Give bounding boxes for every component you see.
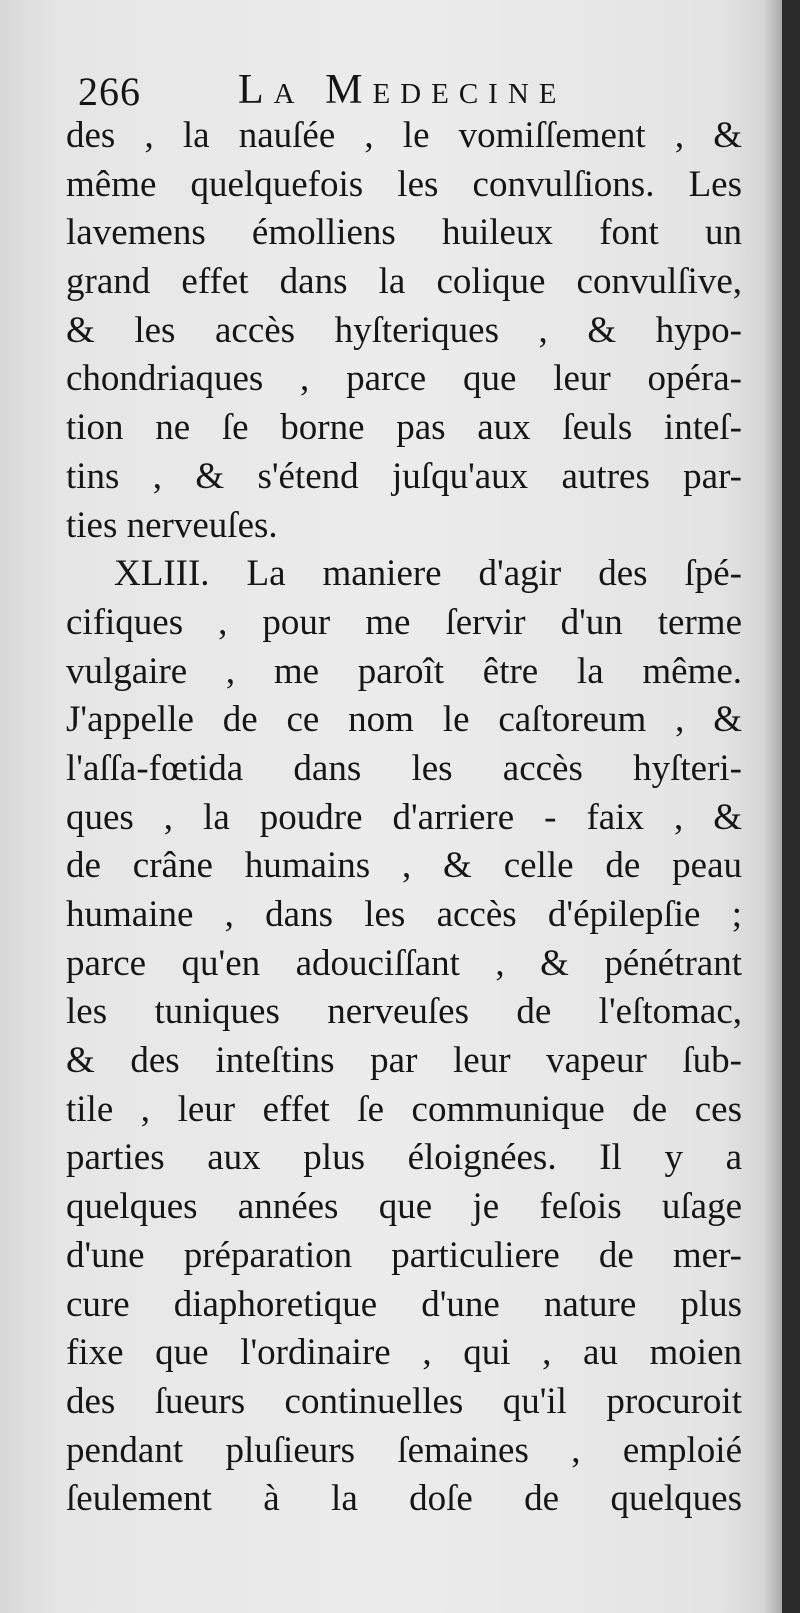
text-line: parties aux plus éloignées. Il y a — [66, 1137, 742, 1179]
paragraph-end-line: ties nerveuſes. — [66, 504, 278, 546]
text-line: tins , & s'étend juſqu'aux autres par- — [66, 455, 742, 497]
text-line: d'une préparation particuliere de mer- — [66, 1234, 742, 1276]
text-line: humaine , dans les accès d'épilepſie ; — [66, 894, 742, 935]
text-line: cure diaphoretique d'une nature plus — [66, 1283, 742, 1325]
text-line: des , la nauſée , le vomiſſement , & — [66, 115, 742, 156]
text-line: chondriaques , parce que leur opéra- — [66, 358, 742, 400]
text-line: tile , leur effet ſe communique de ces — [66, 1088, 742, 1130]
text-line: & des inteſtins par leur vapeur ſub- — [66, 1040, 742, 1082]
running-head — [78, 66, 718, 114]
text-line: tion ne ſe borne pas aux ſeuls inteſ- — [66, 407, 742, 449]
text-line: & les accès hyſteriques , & hypo- — [66, 309, 742, 351]
text-line: vulgaire , me paroît être la même. — [66, 650, 742, 692]
text-line: même quelquefois les convulſions. Les — [66, 163, 742, 205]
text-line: lavemens émolliens huileux font un — [66, 212, 742, 254]
text-line: J'appelle de ce nom le caſtoreum , & — [66, 699, 742, 741]
text-line: ques , la poudre d'arriere - faix , & — [66, 796, 742, 838]
page-number: 266 — [78, 69, 141, 114]
text-line: l'aſſa-fœtida dans les accès hyſteri- — [66, 747, 742, 789]
text-line: des ſueurs continuelles qu'il procuroit — [66, 1380, 742, 1422]
text-line: pendant pluſieurs ſemaines , emploié — [66, 1429, 742, 1471]
text-line: grand effet dans la colique convulſive, — [66, 261, 742, 303]
text-line: de crâne humains , & celle de peau — [66, 845, 742, 887]
text-line: ſeulement à la doſe de quelques — [66, 1478, 742, 1520]
section-heading-line: XLIII. La maniere d'agir des ſpé- — [114, 553, 742, 595]
text-line: cifiques , pour me ſervir d'un terme — [66, 601, 742, 643]
text-line: les tuniques nerveuſes de l'eſtomac, — [66, 991, 742, 1033]
text-line: parce qu'en adouciſſant , & pénétrant — [66, 942, 742, 984]
page-edge-shadow — [764, 0, 782, 1613]
running-title: La Medecine — [238, 67, 567, 113]
text-line: fixe que l'ordinaire , qui , au moien — [66, 1332, 742, 1374]
body-text — [66, 112, 742, 1524]
text-line: quelques années que je feſois uſage — [66, 1186, 742, 1228]
